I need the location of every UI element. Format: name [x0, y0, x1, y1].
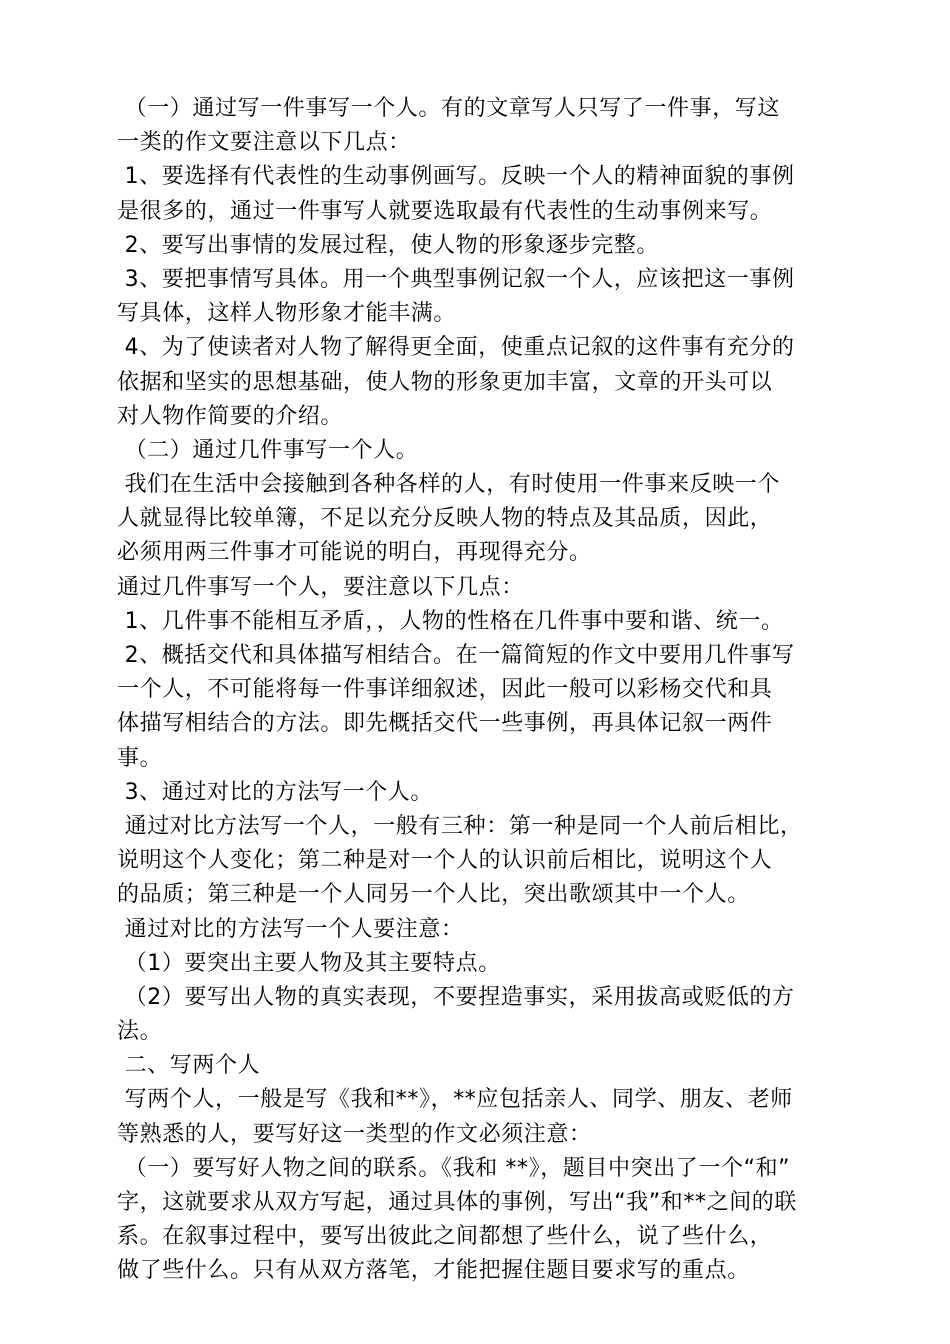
- text-line: 法。: [117, 1019, 163, 1045]
- text-line: （一）要写好人物之间的联系。《我和 **》，题目中突出了一个“和”: [117, 1155, 791, 1181]
- text-line: 系。在叙事过程中，要写出彼此之间都想了些什么，说了些什么，: [117, 1224, 773, 1250]
- text-line: （二）通过几件事写一个人。: [117, 437, 419, 463]
- text-line: 3、通过对比的方法写一个人。: [117, 779, 433, 805]
- text-line: 的品质；第三种是一个人同另一个人比，突出歌颂其中一个人。: [117, 882, 750, 908]
- text-line: 事。: [117, 745, 163, 771]
- text-line: 1、几件事不能相互矛盾，，人物的性格在几件事中要和谐、统一。: [117, 608, 784, 634]
- text-line: 2、要写出事情的发展过程，使人物的形象逐步完整。: [117, 232, 659, 258]
- text-line: 一个人，不可能将每一件事详细叙述，因此一般可以彩杨交代和具: [117, 677, 773, 703]
- text-line: 体描写相结合的方法。即先概括交代一些事例，再具体记叙一两件: [117, 711, 773, 737]
- text-line: 我们在生活中会接触到各种各样的人，有时使用一件事来反映一个: [117, 472, 780, 498]
- text-line: 二、写两个人: [117, 1053, 261, 1079]
- text-line: 4、为了使读者对人物了解得更全面，使重点记叙的这件事有充分的: [117, 335, 795, 361]
- text-line: 通过几件事写一个人，要注意以下几点：: [117, 574, 524, 600]
- document-page: [117, 92, 837, 1289]
- text-line: 1、要选择有代表性的生动事例画写。反映一个人的精神面貌的事例: [117, 164, 795, 190]
- text-line: 是很多的，通过一件事写人就要选取最有代表性的生动事例来写。: [117, 198, 773, 224]
- text-line: 写两个人，一般是写《我和**》，**应包括亲人、同学、朋友、老师: [117, 1087, 793, 1113]
- text-line: 等熟悉的人，要写好这一类型的作文必须注意：: [117, 1121, 592, 1147]
- text-line: 必须用两三件事才可能说的明白，再现得充分。: [117, 540, 592, 566]
- text-line: （2）要写出人物的真实表现，不要捏造事实，采用拔高或贬低的方: [117, 984, 795, 1010]
- text-line: 对人物作简要的介绍。: [117, 403, 344, 429]
- text-line: 通过对比方法写一个人，一般有三种：第一种是同一个人前后相比，: [117, 813, 803, 839]
- text-line: 依据和坚实的思想基础，使人物的形象更加丰富，文章的开头可以: [117, 369, 773, 395]
- text-line: 2、概括交代和具体描写相结合。在一篇简短的作文中要用几件事写: [117, 643, 795, 668]
- text-line: （一）通过写一件事写一个人。有的文章写人只写了一件事，写这: [117, 96, 780, 121]
- text-line: 3、要把事情写具体。用一个典型事例记叙一个人，应该把这一事例: [117, 266, 795, 292]
- text-line: 通过对比的方法写一个人要注意：: [117, 916, 464, 942]
- text-line: 说明这个人变化；第二种是对一个人的认识前后相比，说明这个人: [117, 848, 773, 874]
- text-line: 做了些什么。只有从双方落笔，才能把握住题目要求写的重点。: [117, 1258, 750, 1284]
- text-line: 一类的作文要注意以下几点：: [117, 130, 411, 156]
- text-line: （1）要突出主要人物及其主要特点。: [117, 950, 501, 976]
- text-line: 字，这就要求从双方写起，通过具体的事例，写出“我”和**之间的联: [117, 1190, 797, 1215]
- text-line: 人就显得比较单簿，不足以充分反映人物的特点及其品质，因此，: [117, 506, 773, 532]
- text-line: 写具体，这样人物形象才能丰满。: [117, 301, 457, 327]
